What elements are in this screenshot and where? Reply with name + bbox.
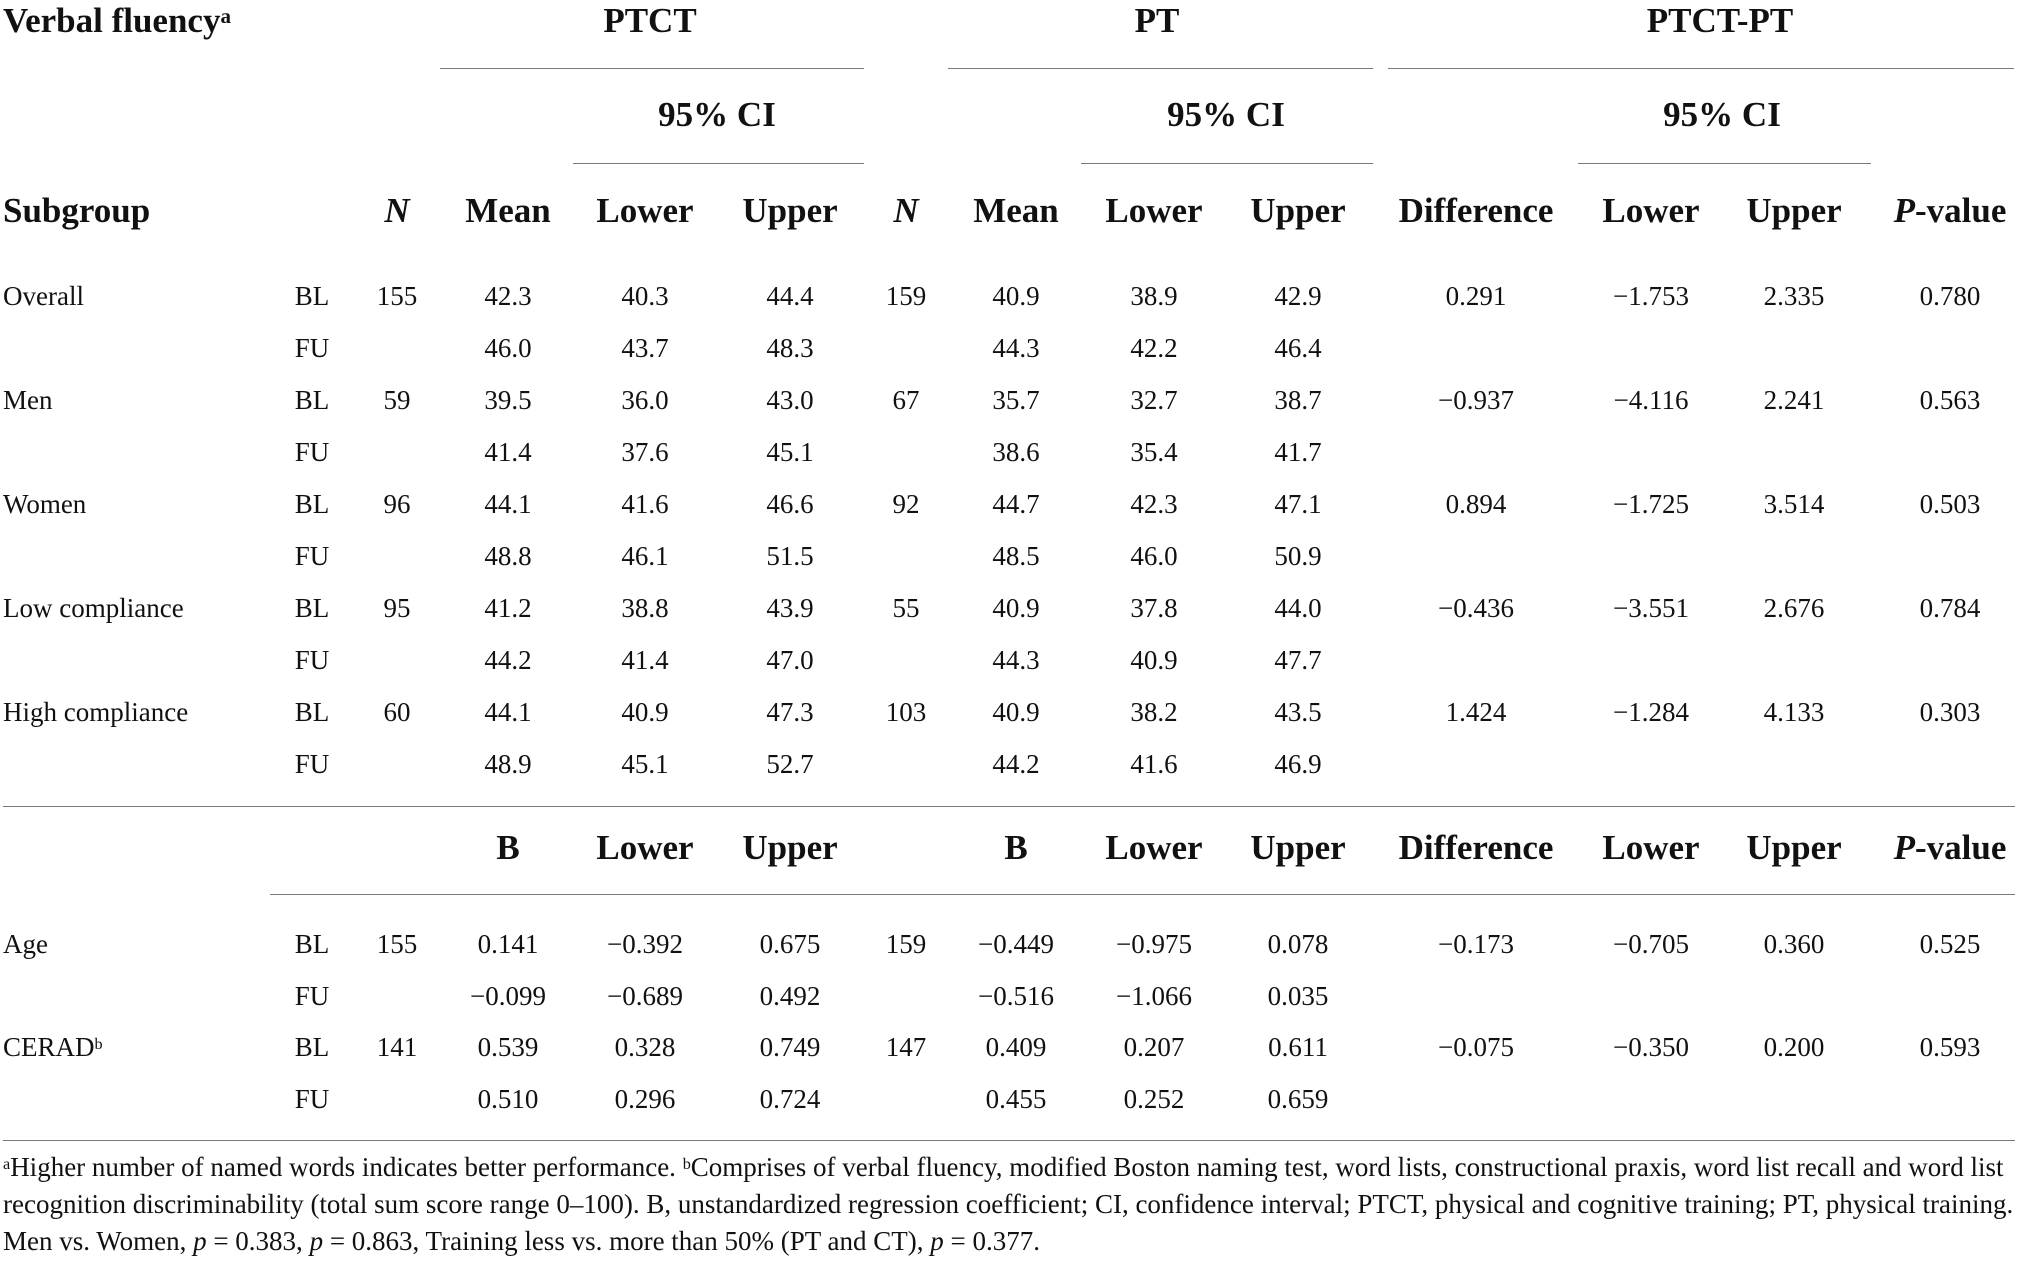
header-p-value: P-value [1893, 191, 2007, 230]
cell-up1: 0.749 [759, 1032, 821, 1062]
cell-up1: 0.724 [759, 1083, 821, 1114]
cell-lo2: 46.0 [1130, 541, 1178, 571]
cell-diff: 0.894 [1445, 489, 1507, 519]
cell-lo2: −1.066 [1116, 980, 1192, 1011]
cell-n1: 155 [376, 281, 418, 311]
cell-time: FU [294, 541, 330, 571]
cell-mean2: 0.455 [985, 1083, 1047, 1114]
cell-lo1: 41.4 [621, 645, 669, 675]
cell-p: 0.780 [1919, 281, 1981, 311]
cell-p: 0.784 [1919, 593, 1981, 623]
header-lower-ptct: Lower [596, 191, 694, 230]
header-n-ptct: N [384, 191, 410, 230]
cell-n1: 60 [383, 697, 411, 727]
cell-mean2: 40.9 [992, 593, 1040, 623]
cell-label: Men [3, 385, 53, 415]
cell-up1: 43.9 [766, 593, 814, 623]
cell-p: 0.303 [1919, 697, 1981, 727]
cell-mean1: 0.539 [477, 1032, 539, 1062]
cell-mean1: 44.1 [484, 697, 532, 727]
cell-diff: −0.075 [1438, 1032, 1514, 1062]
cell-up2: 47.7 [1274, 645, 1322, 675]
cell-up2: 42.9 [1274, 281, 1322, 311]
cell-mean1: 44.1 [484, 489, 532, 519]
cell-time: BL [294, 697, 330, 727]
cell-up1: 0.675 [759, 929, 821, 959]
cell-lo1: 37.6 [621, 437, 669, 467]
cell-lo2: 37.8 [1130, 593, 1178, 623]
cell-n1: 95 [383, 593, 411, 623]
cell-up2: 44.0 [1274, 593, 1322, 623]
cell-time: FU [294, 1083, 330, 1114]
cell-lo1: 0.296 [614, 1083, 676, 1114]
cell-up1: 44.4 [766, 281, 814, 311]
cell-up2: 46.9 [1274, 749, 1322, 779]
cell-time: BL [294, 593, 330, 623]
cell-lo2: −0.975 [1116, 929, 1192, 959]
cell-mean1: 48.9 [484, 749, 532, 779]
cell-mean1: 41.4 [484, 437, 532, 467]
cell-lo2: 40.9 [1130, 645, 1178, 675]
cell-n1: 96 [383, 489, 411, 519]
cell-n1: 141 [376, 1032, 418, 1062]
cell-up1: 47.3 [766, 697, 814, 727]
cell-lo2: 38.2 [1130, 697, 1178, 727]
cell-label: Women [3, 489, 87, 519]
cell-lo1: 40.9 [621, 697, 669, 727]
cell-lo1: 0.328 [614, 1032, 676, 1062]
cell-lo1: 36.0 [621, 385, 669, 415]
cell-up2: 0.078 [1267, 929, 1329, 959]
header-mean-ptct: Mean [465, 191, 551, 230]
cell-mean1: 44.2 [484, 645, 532, 675]
cell-up2: 50.9 [1274, 541, 1322, 571]
cell-lo1: −0.689 [607, 980, 683, 1011]
cell-dlo: −1.753 [1613, 281, 1689, 311]
cell-dup: 2.335 [1763, 281, 1825, 311]
cell-mean1: 41.2 [484, 593, 532, 623]
cell-lo2: 0.252 [1123, 1083, 1185, 1114]
table-title: Verbal fluency$^a$ [3, 1, 231, 40]
cell-time: FU [294, 645, 330, 675]
group-header-ptct-pt: PTCT-PT [1646, 1, 1794, 40]
ci-header-ptct: 95% CI [658, 95, 776, 134]
cell-up2: 0.611 [1268, 1032, 1328, 1062]
cell-up2: 0.659 [1267, 1083, 1329, 1114]
cell-dup: 0.360 [1763, 929, 1825, 959]
cell-n2: 55 [892, 593, 920, 623]
cell-dlo: −4.116 [1613, 385, 1689, 415]
cell-diff: −0.173 [1438, 929, 1514, 959]
header2-lower-ptct: Lower [596, 828, 694, 867]
table-footnote: $^a$Higher number of named words indicates better performance. $^b$Comprises of verbal fluency, modified Boston naming test, word lists, constructional praxis, word list recall and word list recognition discriminability (total sum score range 0–100). B, unstandardized regression coefficient; CI, confidence interval; PTCT, physical and cognitive training; PT, physical training. Men vs. Women, p = 0.383, p = 0.863, Training less vs. more than 50% (PT and CT), p = 0.377. [3, 1152, 2014, 1256]
header-mean-pt: Mean [973, 191, 1059, 230]
cell-p: 0.593 [1919, 1032, 1981, 1062]
rule-bottom [3, 1140, 2015, 1141]
rule-ptct-pt [1388, 68, 2014, 69]
rule-ci-pt [1081, 163, 1373, 164]
cell-time: FU [294, 749, 330, 779]
cell-up1: 47.0 [766, 645, 814, 675]
ci-header-pt: 95% CI [1167, 95, 1285, 134]
cell-up2: 38.7 [1274, 385, 1322, 415]
cell-p: 0.563 [1919, 385, 1981, 415]
cell-time: BL [294, 489, 330, 519]
header-subgroup: Subgroup [3, 191, 151, 230]
cell-up1: 46.6 [766, 489, 814, 519]
cell-mean2: 44.3 [992, 333, 1040, 363]
header2-upper-ptct: Upper [742, 828, 838, 867]
cell-mean2: 44.2 [992, 749, 1040, 779]
cell-mean1: 48.8 [484, 541, 532, 571]
cell-mean1: 42.3 [484, 281, 532, 311]
cell-up2: 41.7 [1274, 437, 1322, 467]
cell-n2: 159 [885, 281, 927, 311]
cell-n2: 147 [885, 1032, 927, 1062]
cell-lo1: 43.7 [621, 333, 669, 363]
cell-label: CERAD$^b$ [3, 1032, 103, 1062]
cell-label: Overall [3, 281, 84, 311]
cell-dup: 0.200 [1763, 1032, 1825, 1062]
cell-dup: 2.241 [1763, 385, 1825, 415]
cell-lo2: 0.207 [1123, 1032, 1185, 1062]
rule-pt [948, 68, 1373, 69]
header-n-pt: N [893, 191, 919, 230]
cell-label: Low compliance [3, 593, 184, 623]
header2-upper-diff: Upper [1746, 828, 1842, 867]
cell-mean2: −0.516 [978, 980, 1054, 1011]
header-lower-diff: Lower [1602, 191, 1700, 230]
cell-lo2: 41.6 [1130, 749, 1178, 779]
cell-dlo: −0.350 [1613, 1032, 1689, 1062]
cell-mean2: 40.9 [992, 697, 1040, 727]
cell-time: FU [294, 333, 330, 363]
header-b-pt: B [1004, 828, 1028, 867]
group-header-pt: PT [1134, 1, 1180, 40]
cell-mean2: 44.3 [992, 645, 1040, 675]
cell-dlo: −3.551 [1613, 593, 1689, 623]
cell-n1: 155 [376, 929, 418, 959]
cell-lo2: 42.2 [1130, 333, 1178, 363]
header-difference: Difference [1398, 191, 1554, 230]
cell-up1: 52.7 [766, 749, 814, 779]
cell-time: BL [294, 385, 330, 415]
cell-lo1: 40.3 [621, 281, 669, 311]
header2-lower-diff: Lower [1602, 828, 1700, 867]
cell-p: 0.525 [1919, 929, 1981, 959]
cell-up1: 0.492 [759, 980, 821, 1011]
rule-header2 [270, 894, 2015, 895]
cell-mean2: 0.409 [985, 1032, 1047, 1062]
cell-mean1: −0.099 [470, 980, 546, 1011]
header2-upper-pt: Upper [1250, 828, 1346, 867]
cell-n2: 67 [892, 385, 920, 415]
header-upper-diff: Upper [1746, 191, 1842, 230]
cell-n2: 159 [885, 929, 927, 959]
rule-ci-diff [1578, 163, 1871, 164]
cell-dup: 2.676 [1763, 593, 1825, 623]
section-divider [3, 806, 2015, 807]
cell-mean1: 0.141 [477, 929, 539, 959]
cell-mean2: 48.5 [992, 541, 1040, 571]
cell-n1: 59 [383, 385, 411, 415]
cell-dlo: −0.705 [1613, 929, 1689, 959]
header-lower-pt: Lower [1105, 191, 1203, 230]
cell-mean1: 0.510 [477, 1083, 539, 1114]
cell-dlo: −1.284 [1613, 697, 1689, 727]
cell-up1: 51.5 [766, 541, 814, 571]
cell-mean2: 38.6 [992, 437, 1040, 467]
cell-diff: 1.424 [1445, 697, 1507, 727]
cell-n2: 92 [892, 489, 920, 519]
cell-n2: 103 [885, 697, 927, 727]
cell-lo1: 41.6 [621, 489, 669, 519]
cell-diff: −0.436 [1438, 593, 1514, 623]
cell-mean2: 40.9 [992, 281, 1040, 311]
cell-diff: −0.937 [1438, 385, 1514, 415]
cell-lo1: 38.8 [621, 593, 669, 623]
cell-lo1: 46.1 [621, 541, 669, 571]
cell-lo2: 35.4 [1130, 437, 1178, 467]
cell-dup: 3.514 [1763, 489, 1825, 519]
header2-difference: Difference [1398, 828, 1554, 867]
cell-up2: 0.035 [1267, 980, 1329, 1011]
cell-time: FU [294, 437, 330, 467]
group-header-ptct: PTCT [603, 1, 697, 40]
cell-time: BL [294, 929, 330, 959]
cell-mean1: 39.5 [484, 385, 532, 415]
cell-mean2: 44.7 [992, 489, 1040, 519]
header-upper-ptct: Upper [742, 191, 838, 230]
ci-header-diff: 95% CI [1663, 95, 1781, 134]
cell-up2: 47.1 [1274, 489, 1322, 519]
header-upper-pt: Upper [1250, 191, 1346, 230]
cell-lo2: 38.9 [1130, 281, 1178, 311]
cell-time: BL [294, 281, 330, 311]
cell-dlo: −1.725 [1613, 489, 1689, 519]
cell-up2: 43.5 [1274, 697, 1322, 727]
cell-diff: 0.291 [1445, 281, 1507, 311]
rule-ci-ptct [573, 163, 864, 164]
cell-time: FU [294, 980, 330, 1011]
cell-mean2: 35.7 [992, 385, 1040, 415]
cell-up1: 48.3 [766, 333, 814, 363]
cell-up1: 43.0 [766, 385, 814, 415]
cell-lo1: −0.392 [607, 929, 683, 959]
cell-lo2: 42.3 [1130, 489, 1178, 519]
cell-label: Age [3, 929, 48, 959]
cell-mean1: 46.0 [484, 333, 532, 363]
header2-p-value: P-value [1893, 828, 2007, 867]
header2-lower-pt: Lower [1105, 828, 1203, 867]
cell-up1: 45.1 [766, 437, 814, 467]
cell-p: 0.503 [1919, 489, 1981, 519]
cell-up2: 46.4 [1274, 333, 1322, 363]
cell-lo2: 32.7 [1130, 385, 1178, 415]
cell-label: High compliance [3, 697, 189, 727]
cell-lo1: 45.1 [621, 749, 669, 779]
rule-ptct [440, 68, 864, 69]
cell-time: BL [294, 1032, 330, 1062]
cell-dup: 4.133 [1763, 697, 1825, 727]
header-b-ptct: B [496, 828, 520, 867]
cell-mean2: −0.449 [978, 929, 1054, 959]
